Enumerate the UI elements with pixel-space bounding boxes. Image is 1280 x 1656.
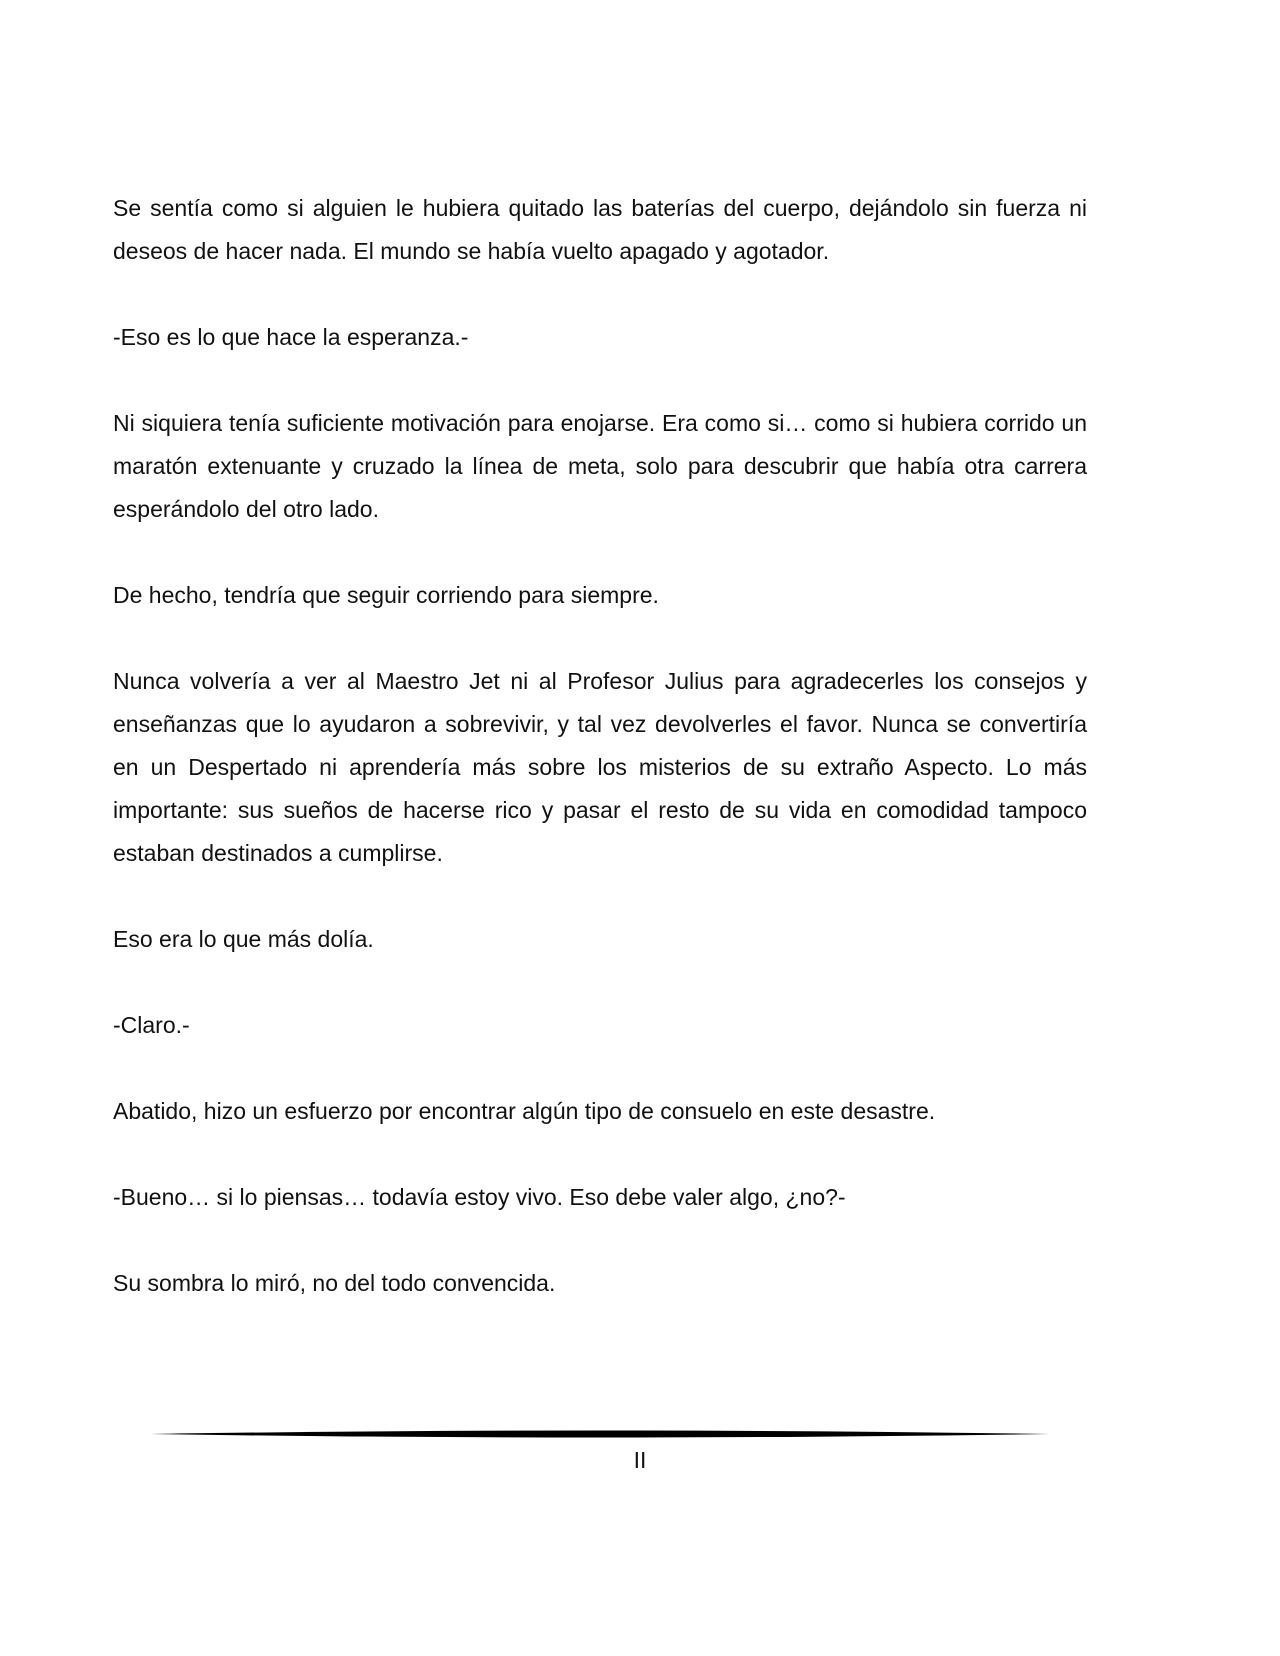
paragraph: Abatido, hizo un esfuerzo por encontrar algún tipo de consuelo en este desastre. — [113, 1098, 936, 1124]
paragraph: -Eso es lo que hace la esperanza.- — [113, 324, 469, 350]
paragraph: -Bueno… si lo piensas… todavía estoy vivo. Eso debe valer algo, ¿no?- — [113, 1184, 846, 1210]
paragraph: Se sentía como si alguien le hubiera quitado las baterías del cuerpo, dejándolo sin fuerza ni deseos de hacer nada. El mundo se había vuelto apagado y agotador. — [113, 195, 1087, 264]
paragraph: Ni siquiera tenía suficiente motivación para enojarse. Era como si… como si hubiera corrido un maratón extenuante y cruzado la línea de meta, solo para descubrir que había otra carrera esperándolo del otro lado. — [113, 410, 1087, 522]
paragraph: De hecho, tendría que seguir corriendo para siempre. — [113, 582, 659, 608]
paragraph: Su sombra lo miró, no del todo convencida. — [113, 1270, 556, 1296]
footer-divider — [150, 1428, 1050, 1440]
paragraph: -Claro.- — [113, 1012, 190, 1038]
paragraph: Eso era lo que más dolía. — [113, 926, 374, 952]
body-text — [113, 187, 1087, 1305]
paragraph: Nunca volvería a ver al Maestro Jet ni al Profesor Julius para agradecerles los consejos y enseñanzas que lo ayudaron a sobrevivir, y tal vez devolverles el favor. Nunca se convertiría en un Despertado ni aprendería más sobre los misterios de su extraño Aspecto. Lo más importante: sus sueños de hacerse rico y pasar el resto de su vida en comodidad tampoco estaban destinados a cumplirse. — [113, 668, 1087, 866]
page-number: II — [633, 1447, 647, 1473]
